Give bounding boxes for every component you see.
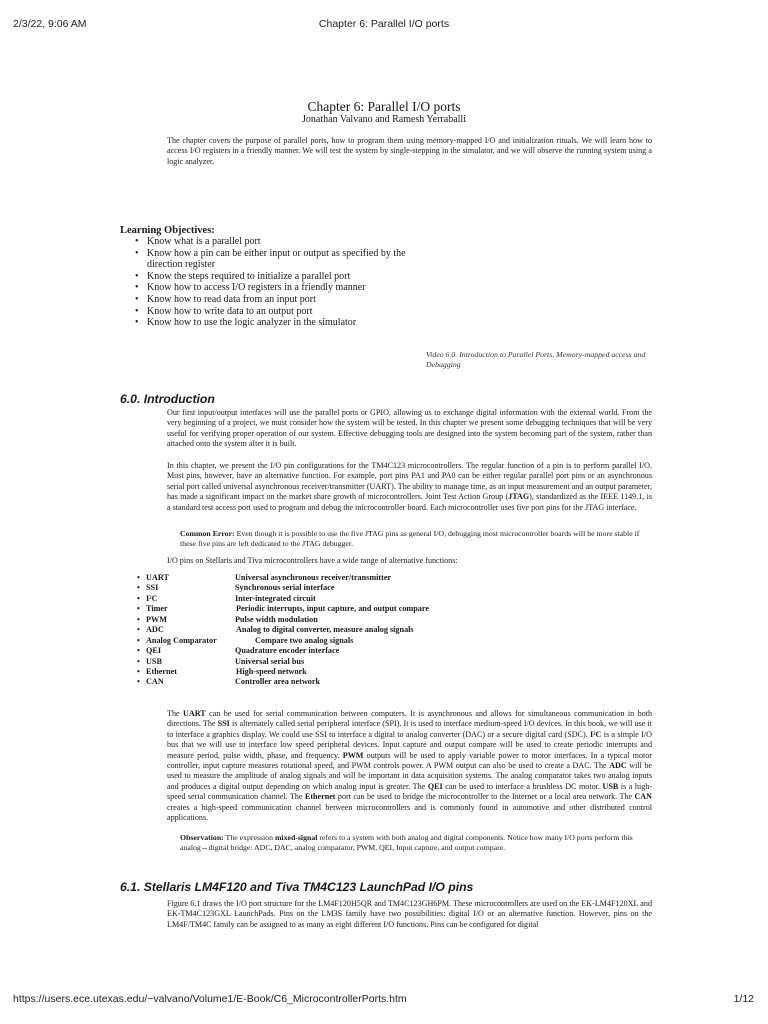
section-heading-introduction: 6.0. Introduction [120, 392, 215, 406]
introduction-paragraph-1: Our first input/output interfaces will use the parallel ports or GPIO, allowing us to exchange digital information with the external world. From the very beginning of a project, we must consider how the system will be tested. In this chapter we present some debugging techniques that will be very useful for verifying proper operation of our system. Effective debugging tools are designed into the system becoming part of the system, rather than attached onto the system after it is built. [167, 408, 652, 449]
print-header [0, 18, 768, 32]
common-error-note: Common Error: Even though it is possible to use the five JTAG pins as general I/O, debugging most microcontroller boards will be more stable if these five pins are left dedicated to the JTAG debugger. [180, 529, 640, 549]
print-datetime: 2/3/22, 9:06 AM [13, 18, 87, 30]
list-item: • ADC Analog to digital converter, measure analog signals [137, 625, 414, 635]
list-item: • Know how a pin can be either input or output as specified by the direction register [135, 248, 425, 271]
observation-note: Observation: The expression mixed-signal refers to a system with both analog and digital components. Notice how many I/O ports perform this analog↔digital bridge: ADC, DAC, analog comparator, PWM, QEI, Input capture, and output compare. [180, 833, 633, 853]
list-item: • Know the steps required to initialize a parallel port [135, 271, 425, 283]
list-item: • I²C Inter-integrated circuit [137, 593, 316, 603]
document-title: Chapter 6: Parallel I/O ports [307, 99, 461, 114]
print-url: https://users.ece.utexas.edu/~valvano/Volume1/E-Book/C6_MicrocontrollerPorts.htm [13, 993, 407, 1005]
list-item: • Ethernet High-speed network [137, 666, 307, 676]
list-item: • UART Universal asynchronous receiver/transmitter [137, 573, 392, 582]
uart-paragraph: The UART can be used for serial communication between computers. It is asynchronous and allows for simultaneous communication in both directions. The SSI is alternately called serial peripheral interface (SPI). It is used to interface medium-speed I/O devices. In this book, we will use it to interface a graphics display. We could use SSI to interface a digital to analog converter (DAC) or a secure digital card (SDC). I²C is a simple I/O bus that we will use to interface low speed peripheral devices. Input capture and output compare will be used to create periodic interrupts and measure period, pulse width, phase, and frequency. PWM outputs will be used to apply variable power to motor interfaces. In a typical motor controller, input capture measures rotational speed, and PWM controls power. A PWM output can also be used to create a DAC. The ADC will be used to measure the amplitude of analog signals and will be important in data acquisition systems. The analog comparator takes two analog inputs and produces a digital output depending on which analog input is greater. The QEI can be used to interface a brushless DC motor. USB is a high-speed serial communication channel. The Ethernet port can be used to bridge the microcontroller to the Internet or a local area network. The CAN creates a high-speed communication channel between microcontrollers and is commonly found in automotive and other distributed control applications. [167, 709, 652, 823]
list-item: • Know what is a parallel port [135, 236, 425, 248]
list-item: • CAN Controller area network [137, 677, 321, 687]
alternative-functions-list [137, 573, 557, 688]
print-page-number: 1/12 [733, 993, 754, 1005]
io-pins-intro: I/O pins on Stellaris and Tiva microcontrollers have a wide range of alternative functions: [167, 556, 458, 565]
list-item: • Know how to read data from an input port [135, 294, 425, 306]
list-item: • PWM Pulse width modulation [137, 614, 318, 624]
document-authors: Jonathan Valvano and Ramesh Yerraballi [302, 114, 466, 125]
list-item: • SSI Synchronous serial interface [137, 583, 335, 593]
print-footer [0, 993, 768, 1007]
list-item: • Know how to use the logic analyzer in the simulator [135, 317, 425, 329]
list-item: • USB Universal serial bus [137, 656, 305, 666]
print-page-title: Chapter 6: Parallel I/O ports [318, 18, 450, 30]
launchpad-paragraph: Figure 6.1 draws the I/O port structure for the LM4F120H5QR and TM4C123GH6PM. These microcontrollers are used on the EK-LM4F120XL and EK-TM4C123GXL LaunchPads. Pins on the LM3S family have two possibilities: digital I/O or an alternative function. However, pins on the LM4F/TM4C family can be assigned to as many as eight different I/O functions. Pins can be configured for digital [167, 899, 652, 929]
introduction-paragraph-2: In this chapter, we present the I/O pin configurations for the TM4C123 microcontrollers. The regular function of a pin is to perform parallel I/O. Most pins, however, have an alternative function. For example, port pins PA1 and PA0 can be either regular parallel port pins or an asynchronous serial port called universal asynchronous receiver/transmitter (UART). The ability to manage time, as an input measurement and an output parameter, has made a significant impact on the market share growth of microcontrollers. Joint Test Action Group (JTAG), standardized as the IEEE 1149.1, is a standard test access port used to program and debug the microcontroller board. Each microcontroller uses five port pins for the JTAG interface. [167, 461, 652, 512]
list-item: • Know how to write data to an output port [135, 306, 425, 318]
section-heading-launchpad-io-pins: 6.1. Stellaris LM4F120 and Tiva TM4C123 LaunchPad I/O pins [120, 880, 474, 894]
learning-objectives-list [135, 236, 425, 329]
chapter-intro-paragraph: The chapter covers the purpose of parallel ports, how to program them using memory-mapped I/O and initialization rituals. We will learn how to access I/O registers in a friendly manner. We will test the system by single-stepping in the simulator, and we will observe the running system using a logic analyzer. [167, 136, 652, 166]
list-item: • Analog Comparator Compare two analog signals [137, 635, 354, 645]
video-caption: Video 6.0. Introduction to Parallel Ports, Memory-mapped access and Debugging [426, 350, 646, 369]
learning-objectives-heading: Learning Objectives: [120, 225, 215, 236]
list-item: • Timer Periodic interrupts, input capture, and output compare [137, 604, 430, 614]
list-item: • QEI Quadrature encoder interface [137, 646, 340, 656]
list-item: • Know how to access I/O registers in a friendly manner [135, 282, 425, 294]
